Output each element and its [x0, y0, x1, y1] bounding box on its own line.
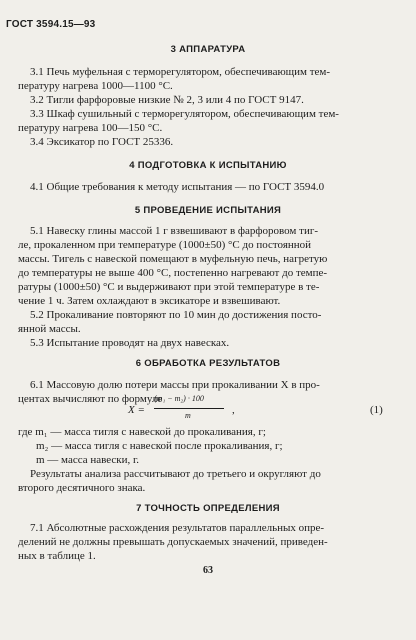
- para-5-1-line2: ле, прокаленном при температуре (1000±50) °C до постоянной: [18, 239, 312, 251]
- formula-denominator: m: [185, 411, 191, 420]
- section-5-heading: 5 ПРОВЕДЕНИЕ ИСПЫТАНИЯ: [134, 205, 282, 216]
- formula-numerator: (m₁ − m₂) · 100: [154, 394, 204, 403]
- formula-comma: ,: [232, 404, 235, 416]
- para-3-2: 3.2 Тигли фарфоровые низкие № 2, 3 или 4 по ГОСТ 9147.: [30, 94, 304, 106]
- para-3-4: 3.4 Эксикатор по ГОСТ 25336.: [30, 136, 174, 148]
- result-line2: второго десятичного знака.: [18, 482, 146, 494]
- section-4-heading: 4 ПОДГОТОВКА К ИСПЫТАНИЮ: [129, 160, 287, 171]
- para-5-1-line6: чение 1 ч. Затем охлаждают в эксикаторе и взвешивают.: [18, 295, 281, 307]
- para-6-1-line1: 6.1 Массовую долю потери массы при прокаливании X в про-: [30, 379, 320, 391]
- formula-number: (1): [370, 404, 383, 416]
- page-number: 63: [203, 565, 213, 576]
- para-3-3-line2: пературу нагрева 100—150 °C.: [18, 122, 163, 134]
- para-4-1: 4.1 Общие требования к методу испытания — по ГОСТ 3594.0: [30, 181, 325, 193]
- para-3-3-line1: 3.3 Шкаф сушильный с терморегулятором, обеспечивающим тем-: [30, 108, 339, 120]
- para-5-1-line3: массы. Тигель с навеской помещают в муфельную печь, нагретую: [18, 253, 328, 265]
- section-3-heading: 3 АППАРАТУРА: [170, 44, 246, 55]
- para-3-1-line2: пературу нагрева 1000—1100 °C.: [18, 80, 173, 92]
- where-m1: где m₁ — масса тигля с навеской до прокаливания, г;: [18, 426, 266, 438]
- where-m: m — масса навески, г.: [36, 454, 140, 466]
- para-5-1-line4: до температуры не выше 400 °C, постепенно нагревают до темпе-: [18, 267, 328, 279]
- para-5-2-line2: янной массы.: [18, 323, 81, 335]
- para-5-3: 5.3 Испытание проводят на двух навесках.: [30, 337, 230, 349]
- formula-fraction-bar: [154, 408, 224, 409]
- para-5-1-line1: 5.1 Навеску глины массой 1 г взвешивают в фарфоровом тиг-: [30, 225, 319, 237]
- result-line1: Результаты анализа рассчитывают до третьего и округляют до: [30, 468, 321, 480]
- formula-lhs: X =: [128, 404, 145, 416]
- para-7-1-line3: ных в таблице 1.: [18, 550, 96, 562]
- document-header: ГОСТ 3594.15—93: [6, 19, 96, 30]
- formula-1: [128, 394, 388, 428]
- section-7-heading: 7 ТОЧНОСТЬ ОПРЕДЕЛЕНИЯ: [136, 503, 280, 514]
- para-6-1-line2: центах вычисляют по формуле: [18, 393, 163, 405]
- section-6-heading: 6 ОБРАБОТКА РЕЗУЛЬТАТОВ: [135, 358, 281, 369]
- para-5-2-line1: 5.2 Прокаливание повторяют по 10 мин до достижения посто-: [30, 309, 322, 321]
- para-7-1-line2: делений не должны превышать допускаемых значений, приведен-: [18, 536, 328, 548]
- para-5-1-line5: ратуры (1000±50) °C и выдерживают при этой температуре в те-: [18, 281, 320, 293]
- para-3-1-line1: 3.1 Печь муфельная с терморегулятором, обеспечивающим тем-: [30, 66, 331, 78]
- para-7-1-line1: 7.1 Абсолютные расхождения результатов параллельных опре-: [30, 522, 325, 534]
- where-m2: m₂ — масса тигля с навеской после прокаливания, г;: [36, 440, 283, 452]
